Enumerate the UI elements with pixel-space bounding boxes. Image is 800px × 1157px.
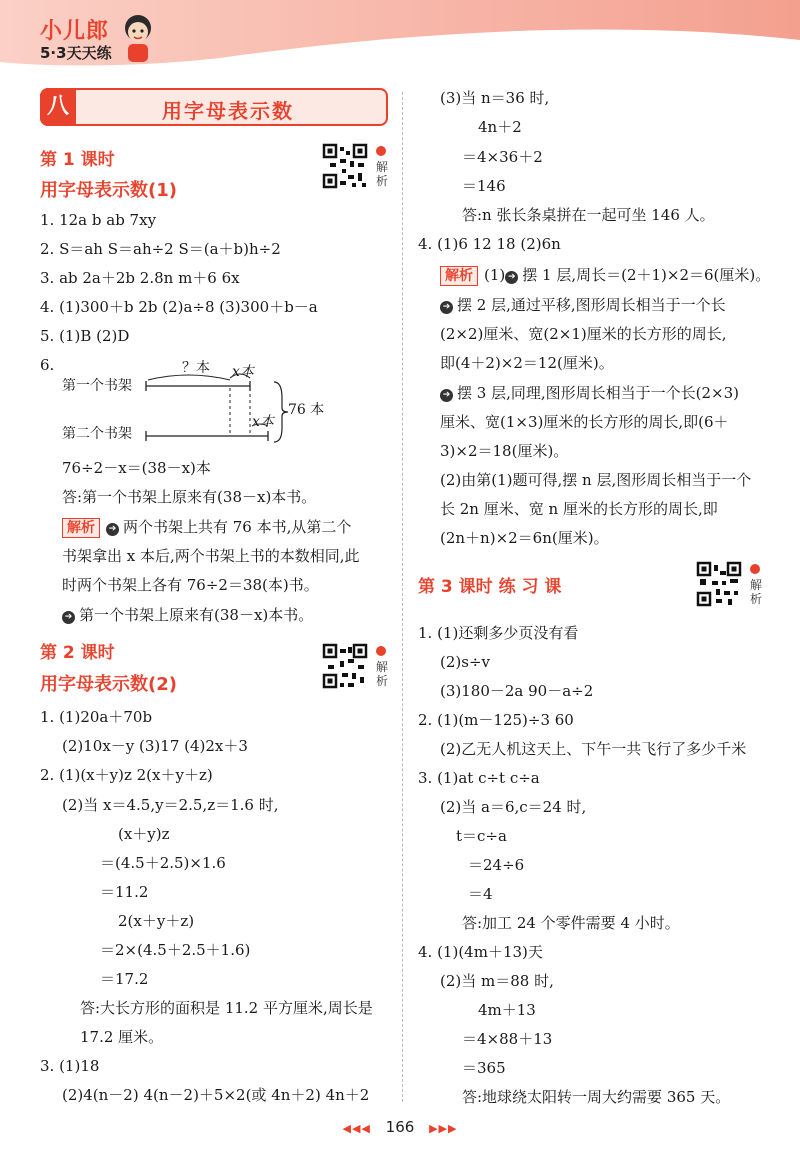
answer-line: 6. [40, 356, 55, 374]
x-top-label: x本 [232, 364, 254, 380]
answer-line: 2. (1)(m－125)÷3 60 [418, 711, 574, 729]
analysis-line: 书架拿出 x 本后,两个书架上书的本数相同,此 [62, 547, 360, 565]
answer-line: 2(x＋y＋z) [118, 912, 195, 930]
next-arrows-icon: ▶▶▶ [429, 1122, 458, 1135]
answer-line: 4. (1)(4m＋13)天 [418, 943, 543, 961]
analysis-line: 厘米、宽(1×3)厘米的长方形的周长,即(6＋ [440, 413, 729, 431]
answer-line: 1. (1)20a＋70b [40, 708, 153, 726]
arrow-icon: ➔ [505, 271, 518, 284]
answer-line: 4n＋2 [478, 118, 522, 136]
answer-line: (2)乙无人机这天上、下午一共飞行了多少千米 [440, 740, 747, 758]
shelf2-label: 第二个书架 [62, 426, 132, 442]
answer-line: 5. (1)B (2)D [40, 327, 130, 345]
play-icon [750, 564, 760, 574]
answer-line: ＝24÷6 [468, 856, 525, 874]
analysis-text: (1) [484, 266, 506, 284]
analysis-text: 摆 3 层,同理,图形周长相当于一个长(2×3) [457, 384, 739, 402]
analysis-text: 第一个书架上原来有(38－x)本书。 [79, 606, 314, 624]
analysis-tag: 解析 [62, 518, 100, 538]
answer-line: 3. (1)at c÷t c÷a [418, 769, 540, 787]
answer-line: (x＋y)z [118, 825, 170, 843]
qr-label: 解析 [750, 578, 763, 606]
lesson2-subtitle: 用字母表示数(2) [40, 674, 177, 695]
answer-line: (2)4(n－2) 4(n－2)＋5×2(或 4n＋2) 4n＋2 [62, 1086, 370, 1104]
answer-line: (2)10x－y (3)17 (4)2x＋3 [62, 737, 248, 755]
analysis-line: (2n＋n)×2＝6n(厘米)。 [440, 529, 609, 547]
brand-logo [40, 12, 160, 70]
arrow-icon: ➔ [440, 389, 453, 402]
answer-line: 17.2 厘米。 [80, 1028, 164, 1046]
answer-line: 4. (1)300＋b 2b (2)a÷8 (3)300＋b－a [40, 298, 318, 316]
analysis-line [62, 605, 313, 625]
brand-sub: 5·3天天练 [40, 44, 112, 62]
answer-line: 4. (1)6 12 18 (2)6n [418, 235, 561, 253]
diagram-lines [140, 368, 290, 448]
analysis-line: 时两个书架上各有 76÷2＝38(本)书。 [62, 576, 319, 594]
chapter-header [40, 88, 388, 126]
x-right-label: x本 [252, 414, 274, 430]
analysis-line: (2)由第(1)题可得,摆 n 层,图形周长相当于一个 [440, 471, 752, 489]
answer-line: 4m＋13 [478, 1001, 536, 1019]
answer-line: ＝4×88＋13 [462, 1030, 553, 1048]
answer-line: 答:n 张长条桌拼在一起可坐 146 人。 [462, 206, 715, 224]
analysis-line: 即(4＋2)×2＝12(厘米)。 [440, 354, 614, 372]
answer-line: ＝(4.5＋2.5)×1.6 [100, 854, 226, 872]
qr-code-icon[interactable] [322, 143, 368, 189]
answer-line: 1. (1)还剩多少页没有看 [418, 624, 579, 642]
total-label: 76 本 [288, 402, 325, 418]
unknown-label: ？本 [182, 360, 210, 376]
answer-line: (3)180－2a 90－a÷2 [440, 682, 594, 700]
answer-line: 3. (1)18 [40, 1057, 100, 1075]
shelf1-label: 第一个书架 [62, 378, 132, 394]
answer-line: 2. S＝ah S＝ah÷2 S＝(a＋b)h÷2 [40, 240, 281, 258]
chapter-title: 用字母表示数 [162, 99, 294, 123]
answer-line: t＝c÷a [456, 827, 507, 845]
column-divider [402, 92, 403, 1102]
prev-arrows-icon: ◀◀◀ [342, 1122, 371, 1135]
qr-code-icon[interactable] [696, 561, 742, 607]
analysis-line [62, 517, 351, 538]
arrow-icon: ➔ [106, 523, 119, 536]
brand-main: 小儿郎 [40, 19, 110, 44]
lesson1-title: 第 1 课时 [40, 150, 115, 170]
answer-line: (2)当 a＝6,c＝24 时, [440, 798, 587, 816]
analysis-line: (2×2)厘米、宽(2×1)厘米的长方形的周长, [440, 325, 727, 343]
answer-line: ＝2×(4.5＋2.5＋1.6) [100, 941, 251, 959]
qr-label: 解析 [376, 160, 389, 188]
arrow-icon: ➔ [440, 301, 453, 314]
answer-line: ＝11.2 [100, 883, 149, 901]
analysis-line [440, 383, 739, 403]
answer-line: 答:加工 24 个零件需要 4 小时。 [462, 914, 680, 932]
answer-line: (2)当 x＝4.5,y＝2.5,z＝1.6 时, [62, 796, 279, 814]
lesson3-title: 第 3 课时 练 习 课 [418, 577, 562, 597]
lesson1-subtitle: 用字母表示数(1) [40, 180, 177, 201]
qr-code-icon[interactable] [322, 643, 368, 689]
answer-line: 76÷2－x＝(38－x)本 [62, 459, 211, 477]
answer-line: 3. ab 2a＋2b 2.8n m＋6 6x [40, 269, 240, 287]
answer-line: ＝365 [462, 1059, 506, 1077]
analysis-text: 两个书架上共有 76 本书,从第二个 [123, 518, 352, 536]
answer-line: (2)s÷v [440, 653, 490, 671]
answer-line: ＝4 [468, 885, 493, 903]
answer-line: ＝4×36＋2 [462, 148, 543, 166]
answer-line: ＝17.2 [100, 970, 149, 988]
answer-line: 2. (1)(x＋y)z 2(x＋y＋z) [40, 766, 213, 784]
chapter-badge: 八 [40, 88, 76, 126]
answer-line: 答:第一个书架上原来有(38－x)本书。 [62, 488, 317, 506]
answer-line: 1. 12a b ab 7xy [40, 211, 157, 229]
arrow-icon: ➔ [62, 611, 75, 624]
analysis-line: 长 2n 厘米、宽 n 厘米的长方形的周长,即 [440, 500, 718, 518]
answer-line: 答:大长方形的面积是 11.2 平方厘米,周长是 [80, 999, 373, 1017]
analysis-line [440, 265, 770, 286]
analysis-line [440, 295, 726, 315]
answer-line: (3)当 n＝36 时, [440, 89, 550, 107]
lesson2-title: 第 2 课时 [40, 643, 115, 663]
play-icon [376, 646, 386, 656]
analysis-text: 摆 1 层,周长＝(2＋1)×2＝6(厘米)。 [522, 266, 771, 284]
page-number-bar [0, 1118, 800, 1136]
qr-label: 解析 [376, 660, 389, 688]
answer-line: (2)当 m＝88 时, [440, 972, 554, 990]
page-number: 166 [385, 1118, 415, 1136]
play-icon [376, 146, 386, 156]
mascot-icon [120, 12, 156, 66]
analysis-text: 摆 2 层,通过平移,图形周长相当于一个长 [457, 296, 726, 314]
analysis-tag: 解析 [440, 266, 478, 286]
analysis-line: 3)×2＝18(厘米)。 [440, 442, 569, 460]
answer-line: 答:地球绕太阳转一周大约需要 365 天。 [462, 1088, 731, 1106]
answer-line: ＝146 [462, 177, 506, 195]
